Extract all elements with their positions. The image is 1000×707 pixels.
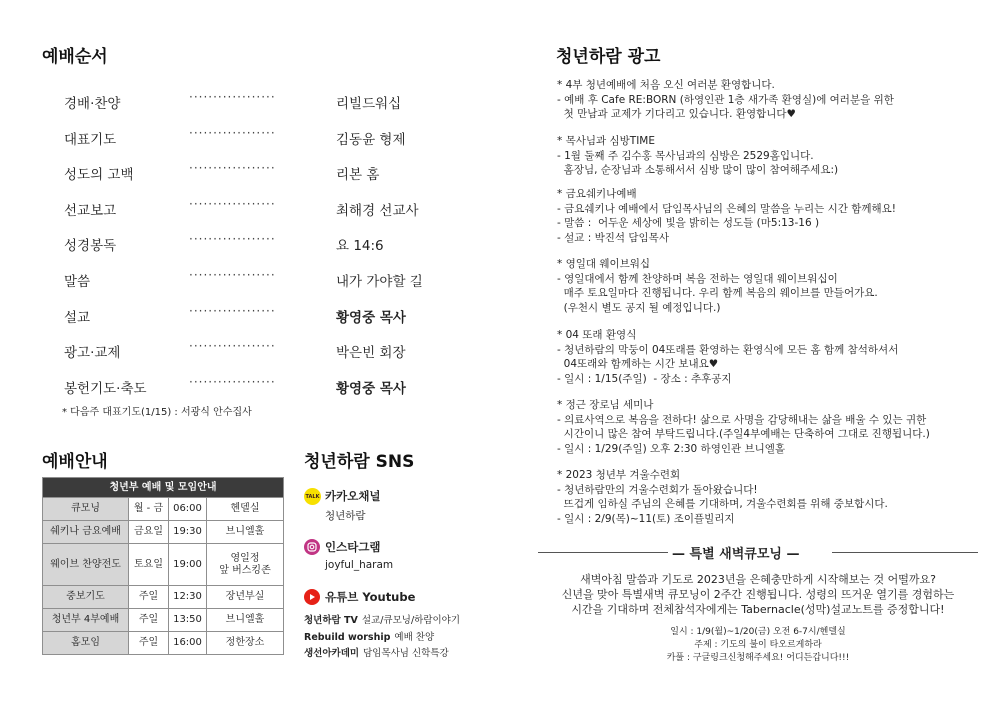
order-item bbox=[64, 374, 464, 401]
sns-youtube-line bbox=[304, 629, 434, 643]
order-item-label: 경배·찬양 bbox=[64, 96, 121, 112]
sns-youtube-line bbox=[304, 612, 460, 626]
ad-block bbox=[557, 398, 977, 456]
special-body-line: 시간을 기대하며 전체참석자에게는 Tabernacle(성막)설교노트를 증정합니다! bbox=[571, 603, 945, 616]
special-foot-line: 카풀 : 구글링크신청해주세요! 어디든갑니다!!! bbox=[666, 653, 850, 663]
table-row bbox=[43, 632, 284, 655]
special-title: — 특별 새벽큐모닝 — bbox=[668, 543, 804, 562]
schedule-place: 정한장소 bbox=[207, 632, 284, 655]
order-note: * 다음주 대표기도(1/15) : 서광식 안수집사 bbox=[62, 407, 252, 418]
schedule-day: 주일 bbox=[129, 586, 169, 609]
ad-block-heading: * 영일대 웨이브워십 bbox=[557, 258, 651, 270]
sns-instagram[interactable] bbox=[304, 539, 504, 575]
sns-youtube-line-text: 예배 찬양 bbox=[394, 632, 435, 643]
ad-block bbox=[557, 134, 977, 178]
order-title: 예배순서 bbox=[42, 47, 108, 67]
ad-block bbox=[557, 187, 977, 245]
schedule-day: 주일 bbox=[129, 632, 169, 655]
order-item-label: 광고·교제 bbox=[64, 345, 121, 362]
order-item-label: 성도의 고백 bbox=[64, 167, 134, 184]
instagram-icon bbox=[304, 539, 320, 555]
order-item-dots: ·················· bbox=[189, 196, 276, 211]
ad-block-line: (우천시 별도 공지 될 예정입니다.) bbox=[557, 301, 721, 314]
ad-block-heading: * 정근 장로님 세미나 bbox=[557, 399, 654, 411]
ad-block-heading: * 2023 청년부 겨울수련회 bbox=[557, 469, 681, 481]
order-item-leader: 황영중 목사 bbox=[336, 309, 406, 326]
table-row bbox=[43, 586, 284, 609]
table-row bbox=[43, 521, 284, 544]
schedule-day: 주일 bbox=[129, 609, 169, 632]
divider-left bbox=[538, 552, 668, 553]
ad-block-line: - 의료사역으로 복음을 전하다! 삶으로 사명을 감당해내는 삶을 배울 수 있는 귀한 bbox=[557, 413, 927, 426]
ad-block bbox=[557, 78, 977, 122]
ad-block-heading: * 04 또래 환영식 bbox=[557, 329, 637, 341]
ad-block-line: - 청년하람만의 겨울수련회가 돌아왔습니다! bbox=[557, 483, 758, 496]
schedule-time: 06:00 bbox=[169, 498, 207, 521]
sns-kakao-name: 카카오채널 bbox=[325, 489, 381, 503]
special-body-line: 새벽아침 말씀과 기도로 2023년을 은혜충만하게 시작해보는 것 어떨까요? bbox=[580, 573, 936, 586]
schedule-table-header bbox=[43, 478, 284, 498]
sns-instagram-name: 인스타그램 bbox=[325, 540, 381, 554]
kakao-badge: TALK bbox=[305, 493, 320, 500]
kakao-talk-icon bbox=[304, 488, 321, 505]
ad-block-line: - 일시 : 1/15(주일) - 장소 : 추후공지 bbox=[557, 372, 732, 385]
sns-youtube-line-bold: 청년하람 TV bbox=[304, 615, 358, 626]
ad-block-line: - 설교 : 박진석 담임목사 bbox=[557, 231, 669, 244]
schedule-time: 19:00 bbox=[169, 544, 207, 586]
table-row bbox=[43, 544, 284, 586]
ad-block-line: 뜨겁게 임하실 주님의 은혜를 기대하며, 겨울수련회를 위해 중보합시다. bbox=[557, 498, 888, 510]
order-item-dots: ·················· bbox=[189, 125, 276, 140]
table-row bbox=[43, 498, 284, 521]
order-item bbox=[64, 92, 464, 116]
schedule-name: 중보기도 bbox=[43, 586, 129, 609]
ad-block-line: - 말씀 : 어두운 세상에 빛을 밝히는 성도들 (마5:13-16 ) bbox=[557, 217, 820, 229]
ad-block-heading: * 목사님과 심방TIME bbox=[557, 135, 655, 147]
sns-title: 청년하람 SNS bbox=[304, 452, 415, 472]
youtube-icon bbox=[304, 589, 320, 605]
schedule-name: 청년부 4부예배 bbox=[43, 609, 129, 632]
schedule-name: 홈모임 bbox=[43, 632, 129, 655]
order-item-label: 성경봉독 bbox=[64, 238, 117, 255]
order-item-dots: ·················· bbox=[189, 268, 276, 282]
schedule-place: 헨델실 bbox=[207, 498, 284, 521]
sns-youtube[interactable] bbox=[304, 589, 504, 607]
order-item-label: 말씀 bbox=[64, 274, 91, 290]
schedule-name: 큐모닝 bbox=[43, 498, 129, 521]
table-row bbox=[43, 609, 284, 632]
order-item bbox=[64, 341, 464, 365]
ad-block-line: - 예배 후 Cafe RE:BORN (하영인관 1층 새가족 환영실)에 여러분을 위한 bbox=[557, 93, 894, 106]
sns-youtube-line-bold: 생선아카데미 bbox=[304, 648, 360, 659]
schedule-place: 브니엘홀 bbox=[207, 521, 284, 544]
order-item-dots: ·················· bbox=[189, 90, 276, 104]
ad-block-line: 04또래와 함께하는 시간 보내요♥ bbox=[557, 358, 719, 370]
ad-block-line: 첫 만남과 교제가 기다리고 있습니다. 환영합니다♥ bbox=[557, 108, 796, 120]
schedule-table bbox=[42, 477, 284, 655]
order-item-leader: 리빌드워십 bbox=[336, 96, 402, 112]
schedule-place: 장년부실 bbox=[207, 586, 284, 609]
order-item-leader: 리본 홈 bbox=[336, 167, 380, 184]
schedule-place-line1: 영일정 bbox=[230, 552, 260, 564]
order-item bbox=[64, 270, 464, 294]
special-body-line: 신년을 맞아 특별새벽 큐모닝이 2주간 진행됩니다. 성령의 뜨거운 열기를 경험하는 bbox=[561, 588, 955, 601]
order-item bbox=[64, 196, 464, 223]
schedule-time: 16:00 bbox=[169, 632, 207, 655]
schedule-time: 19:30 bbox=[169, 521, 207, 544]
ad-block-line: - 영일대에서 함께 찬양하며 복음 전하는 영일대 웨이브워십이 bbox=[557, 272, 838, 285]
schedule-day: 금요일 bbox=[129, 521, 169, 544]
order-item-label: 선교보고 bbox=[64, 202, 117, 219]
sns-youtube-line-bold: Rebuild worship bbox=[304, 632, 391, 643]
order-item-leader: 최해경 선교사 bbox=[336, 202, 419, 219]
ad-block bbox=[557, 328, 977, 386]
order-item-label: 대표기도 bbox=[64, 131, 117, 148]
order-item bbox=[64, 234, 464, 258]
schedule-place-line2: 앞 버스킹존 bbox=[219, 564, 271, 576]
schedule-time: 13:50 bbox=[169, 609, 207, 632]
ad-block-line: - 청년하람의 막둥이 04또래를 환영하는 환영식에 모든 홈 함께 참석하셔서 bbox=[557, 343, 899, 356]
order-item-dots: ·················· bbox=[189, 161, 276, 176]
sns-kakao[interactable] bbox=[304, 488, 504, 524]
ad-block-heading: * 금요쉐키나예배 bbox=[557, 188, 637, 200]
order-item bbox=[64, 163, 464, 187]
schedule-table-title: 청년부 예배 및 모임안내 bbox=[43, 478, 284, 498]
ad-block-line: - 금요쉐키나 예배에서 담임목사님의 은혜의 말씀을 누리는 시간 함께해요! bbox=[557, 202, 896, 215]
schedule-place: 브니엘홀 bbox=[207, 609, 284, 632]
schedule-time: 12:30 bbox=[169, 586, 207, 609]
schedule-place bbox=[207, 544, 284, 586]
sns-youtube-name: 유튜브 Youtube bbox=[325, 590, 416, 604]
order-item-leader: 황영중 목사 bbox=[336, 380, 406, 397]
order-item-leader: 박은빈 회장 bbox=[336, 345, 406, 362]
ad-block-line: - 일시 : 1/29(주일) 오후 2:30 하영인관 브니엘홀 bbox=[557, 442, 786, 455]
ad-block-line: - 1월 둘째 주 김수홍 목사님과의 심방은 2529홈입니다. bbox=[557, 149, 814, 162]
special-foot-line: 주제 : 기도의 불이 타오르게하라 bbox=[694, 640, 822, 650]
sns-youtube-line-text: 설교/큐모닝/하람이야기 bbox=[361, 615, 461, 626]
sns-youtube-line-text: 담임목사님 신학특강 bbox=[363, 648, 449, 659]
sns-kakao-sub: 청년하람 bbox=[325, 510, 366, 522]
order-item-leader: 김동윤 형제 bbox=[336, 131, 406, 148]
order-item-dots: ·················· bbox=[189, 232, 276, 247]
order-item-label: 설교 bbox=[64, 309, 91, 326]
schedule-day: 토요일 bbox=[129, 544, 169, 586]
sns-instagram-sub: joyful_haram bbox=[325, 559, 394, 571]
order-item-label: 봉헌기도·축도 bbox=[64, 380, 147, 397]
ad-block-line: 홈장님, 순장님과 소통해서서 심방 많이 많이 참여해주세요:) bbox=[557, 164, 839, 176]
order-item-leader: 내가 가야할 길 bbox=[336, 274, 423, 290]
order-item-dots: ·················· bbox=[189, 374, 276, 389]
order-item-leader: 요 14:6 bbox=[336, 238, 384, 255]
ad-block-line: - 일시 : 2/9(목)~11(토) 조이플빌리지 bbox=[557, 512, 735, 525]
order-item-dots: ·················· bbox=[189, 303, 276, 318]
ad-block bbox=[557, 257, 977, 315]
ad-block-heading: * 4부 청년예배에 처음 오신 여러분 환영합니다. bbox=[557, 79, 775, 91]
special-title-text: 특별 새벽큐모닝 bbox=[689, 547, 782, 562]
schedule-name: 웨이브 찬양전도 bbox=[43, 544, 129, 586]
ads-title: 청년하람 광고 bbox=[556, 47, 661, 67]
divider-right bbox=[832, 552, 978, 553]
ad-block-line: 시간이니 많은 참여 부탁드립니다.(주일4부예배는 단축하여 그대로 진행됩니다.) bbox=[557, 428, 930, 440]
schedule-title: 예배안내 bbox=[42, 452, 108, 472]
ad-block-line: 매주 토요일마다 진행됩니다. 우리 함께 복음의 웨이브를 만들어가요. bbox=[557, 287, 878, 299]
schedule-day: 월 - 금 bbox=[129, 498, 169, 521]
order-item bbox=[64, 303, 464, 330]
order-item bbox=[64, 125, 464, 152]
special-foot-line: 일시 : 1/9(월)~1/20(금) 오전 6-7시/헨델실 bbox=[670, 627, 846, 637]
sns-youtube-line bbox=[304, 645, 449, 659]
ad-block bbox=[557, 468, 977, 526]
schedule-name: 쉐키나 금요예배 bbox=[43, 521, 129, 544]
order-item-dots: ·················· bbox=[189, 339, 276, 354]
